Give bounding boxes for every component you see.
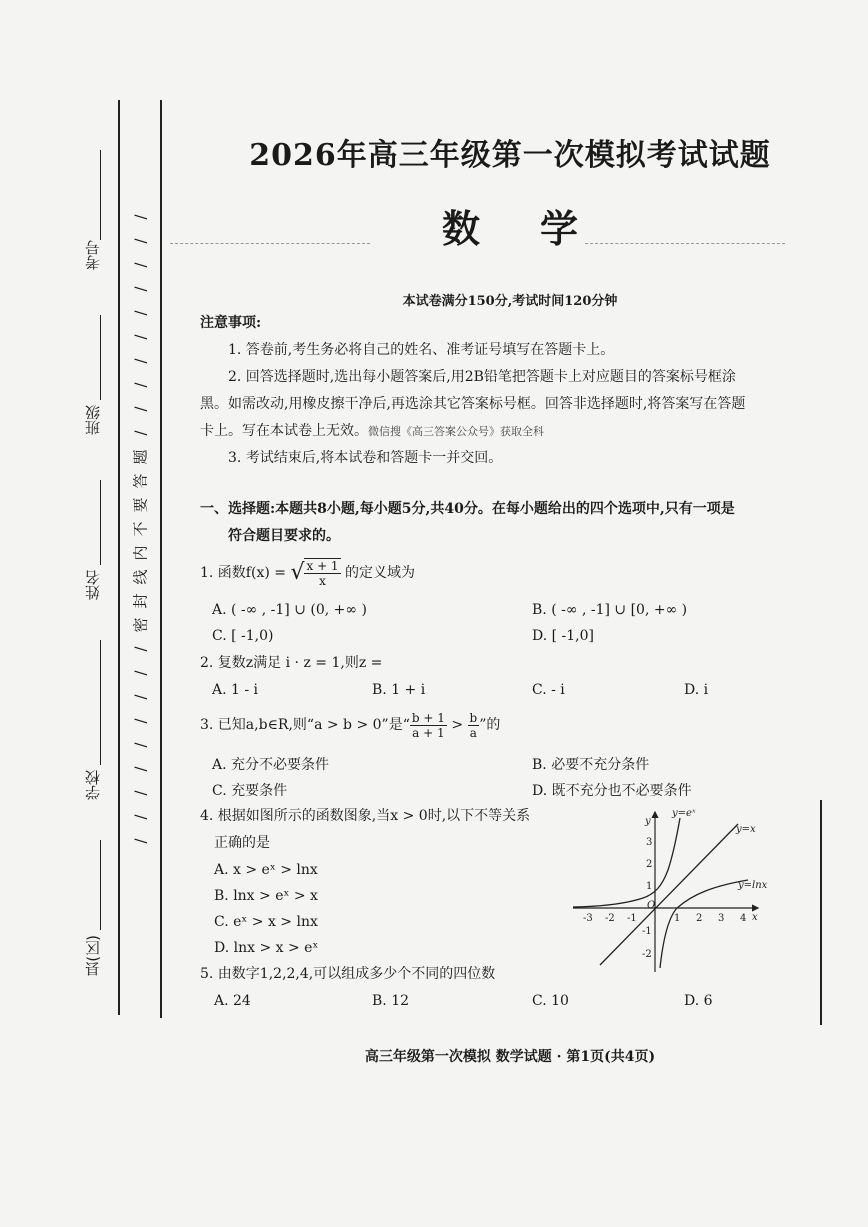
q1-option-d: D. [ -1,0] xyxy=(532,628,594,644)
x-tick-2: 2 xyxy=(696,913,703,924)
y-tick-3: 3 xyxy=(646,837,653,848)
edge-mark xyxy=(820,800,822,1025)
x-axis-label: x xyxy=(752,912,758,923)
curve-log xyxy=(660,880,748,968)
curve-linear xyxy=(600,824,738,965)
notice-item-2c xyxy=(200,418,544,445)
x-tick--2: -2 xyxy=(605,913,615,924)
y-tick-2: 2 xyxy=(646,859,653,870)
q1-post: 的定义域为 xyxy=(345,565,416,581)
school-blank xyxy=(100,640,101,765)
question-4-stem-2: 正确的是 xyxy=(214,835,270,851)
q2-option-b: B. 1 + i xyxy=(372,682,426,698)
label-exp: y=eˣ xyxy=(672,808,696,819)
label-linear: y=x xyxy=(736,824,756,835)
q3-option-a: A. 充分不必要条件 xyxy=(212,757,330,773)
q1-num: x + 1 xyxy=(306,559,339,573)
question-4-stem-1: 4. 根据如图所示的函数图象,当x > 0时,以下不等关系 xyxy=(200,808,531,824)
notice-item-2c-text: 卡上。写在本试卷上无效。 xyxy=(200,423,368,439)
section-heading-line1: 一、选择题:本题共8小题,每小题5分,共40分。在每小题给出的四个选项中,只有一项是 xyxy=(200,501,735,517)
q4-option-a: A. x > eˣ > lnx xyxy=(214,862,318,878)
seal-line-text: / / / / / / / / / / 题 答 要 不 内 线 封 密 / / / / / / / / / xyxy=(131,214,150,844)
divider-dash-left xyxy=(170,243,370,244)
exam-number-blank xyxy=(100,150,101,240)
label-class: 班级 xyxy=(84,405,102,435)
q1-option-b: B. ( -∞ , -1] ∪ [0, +∞ ) xyxy=(532,602,688,618)
q4-option-d: D. lnx > x > eˣ xyxy=(214,940,319,956)
q3-option-c: C. 充要条件 xyxy=(212,783,288,799)
question-1-stem xyxy=(200,556,415,590)
notice-item-1: 1. 答卷前,考生务必将自己的姓名、准考证号填写在答题卡上。 xyxy=(228,342,615,358)
origin-label: O xyxy=(647,900,656,911)
y-axis-label: y xyxy=(645,816,651,827)
notice-item-2b: 黑。如需改动,用橡皮擦干净后,再选涂其它答案标号框。回答非选择题时,将答案写在答题 xyxy=(200,396,746,412)
q3-fraction-1 xyxy=(410,711,447,740)
notice-item-2a: 2. 回答选择题时,选出每小题答案后,用2B铅笔把答题卡上对应题目的答案标号框涂 xyxy=(228,369,736,385)
q2-option-c: C. - i xyxy=(532,682,565,698)
q3-option-d: D. 既不充分也不必要条件 xyxy=(532,783,692,799)
subject-title: 数学 xyxy=(441,206,638,251)
page-title: 2026年高三年级第一次模拟考试试题 xyxy=(249,138,771,173)
question-3-stem xyxy=(200,708,500,742)
q3-den-1: a + 1 xyxy=(412,725,445,740)
x-tick-1: 1 xyxy=(674,913,681,924)
notice-item-3: 3. 考试结束后,将本试卷和答题卡一并交回。 xyxy=(228,450,503,466)
exam-info: 本试卷满分150分,考试时间120分钟 xyxy=(402,294,618,309)
sqrt-sign: √ xyxy=(290,560,305,585)
q3-option-b: B. 必要不充分条件 xyxy=(532,757,650,773)
q3-gt: > xyxy=(451,717,464,733)
x-tick--1: -1 xyxy=(627,913,637,924)
q4-option-c: C. eˣ > x > lnx xyxy=(214,914,318,930)
q3-num-2: b xyxy=(469,710,478,725)
question-2-stem: 2. 复数z满足 i · z = 1,则z = xyxy=(200,655,383,671)
y-tick-1: 1 xyxy=(646,881,653,892)
notice-heading: 注意事项: xyxy=(200,315,262,331)
q5-option-c: C. 10 xyxy=(532,993,569,1009)
name-blank xyxy=(100,480,101,565)
function-graph xyxy=(568,800,768,975)
label-exam-number: 考号 xyxy=(84,240,102,270)
q1-fraction xyxy=(304,558,340,588)
page-footer: 高三年级第一次模拟 数学试题 · 第1页(共4页) xyxy=(364,1049,656,1065)
county-blank xyxy=(100,840,101,930)
q3-pre: 3. 已知a,b∈R,则“a > b > 0”是“ xyxy=(200,717,410,733)
q1-den: x xyxy=(319,574,326,588)
question-5-stem: 5. 由数字1,2,2,4,可以组成多少个不同的四位数 xyxy=(200,966,496,982)
q1-pre: 1. 函数f(x) = xyxy=(200,565,286,581)
label-county: 县(区) xyxy=(84,935,102,977)
class-blank xyxy=(100,315,101,400)
q4-option-b: B. lnx > eˣ > x xyxy=(214,888,318,904)
x-tick--3: -3 xyxy=(583,913,593,924)
y-tick--1: -1 xyxy=(642,926,652,937)
q3-post: ”的 xyxy=(479,717,501,733)
q2-option-a: A. 1 - i xyxy=(212,682,259,698)
binding-line-outer xyxy=(118,100,120,1015)
q3-num-1: b + 1 xyxy=(411,710,445,725)
label-school: 学校 xyxy=(84,770,102,800)
watermark-text: 微信搜《高三答案公众号》获取全科 xyxy=(368,425,544,438)
x-tick-3: 3 xyxy=(718,913,725,924)
x-tick-4: 4 xyxy=(740,913,747,924)
q3-den-2: a xyxy=(469,725,477,740)
section-heading-line2: 符合题目要求的。 xyxy=(228,528,340,544)
q5-option-b: B. 12 xyxy=(372,993,410,1009)
divider-dash-right xyxy=(585,243,785,244)
q5-option-d: D. 6 xyxy=(684,993,713,1009)
y-tick--2: -2 xyxy=(642,949,652,960)
curve-exp xyxy=(573,818,680,907)
q5-option-a: A. 24 xyxy=(214,993,251,1009)
q1-option-a: A. ( -∞ , -1] ∪ (0, +∞ ) xyxy=(212,602,367,618)
label-name: 姓名 xyxy=(84,570,102,600)
q3-fraction-2 xyxy=(468,711,480,740)
q2-option-d: D. i xyxy=(684,682,709,698)
q1-option-c: C. [ -1,0) xyxy=(212,628,274,644)
label-log: y=lnx xyxy=(738,880,768,891)
